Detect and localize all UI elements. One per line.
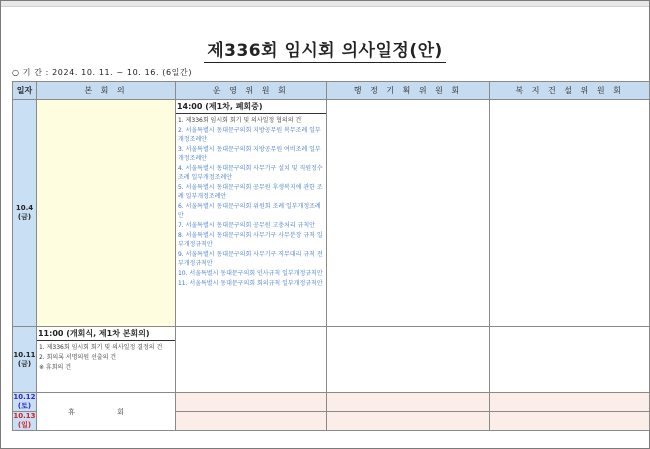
header-plenary: 본 회 의 xyxy=(36,82,175,100)
header-welfare-construction: 복 지 건 설 위 원 회 xyxy=(490,82,650,100)
agenda-item: 2. 서울특별시 동대문구의회 지방공무원 복무조례 일부개정조례안 xyxy=(177,127,321,143)
session-head: 14:00 (제1차, 폐회중) xyxy=(176,100,326,114)
agenda-item: 10. 서울특별시 동대문구의회 인사규칙 일부개정규칙안 xyxy=(177,270,323,277)
header-operations: 운 영 위 원 회 xyxy=(175,82,326,100)
date-text: 10.11 (금) xyxy=(13,350,36,368)
operations-cell xyxy=(175,327,326,393)
agenda-item: 8. 서울특별시 동대문구의회 사무기구 사무분장 규칙 일부개정규칙안 xyxy=(177,232,323,248)
date-text: 10.13 (일) xyxy=(13,412,36,429)
agenda-item: 11. 서울특별시 동대문구의회 회의규칙 일부개정규칙안 xyxy=(177,280,323,287)
welfare-construction-cell xyxy=(490,412,650,431)
table-row-oct4 xyxy=(13,100,650,327)
agenda-item: 1. 제336회 임시회 회기 및 의사일정 협의의 건 xyxy=(177,117,302,124)
agenda-item: 6. 서울특별시 동대문구의회 위원회 조례 일부개정조례안 xyxy=(177,203,321,219)
agenda-item: 2. 회의록 서명의원 선출의 건 xyxy=(38,354,117,361)
operations-cell xyxy=(175,393,326,412)
agenda-item: 4. 서울특별시 동대문구의회 사무기구 설치 및 직원정수 조례 일부개정조례안 xyxy=(177,165,323,181)
admin-planning-cell xyxy=(326,393,490,412)
agenda-item: 1. 제336회 임시회 회기 및 의사일정 결정의 건 xyxy=(38,344,163,351)
agenda-item: 3. 서울특별시 동대문구의회 지방공무원 여비조례 일부개정조례안 xyxy=(177,146,321,162)
page-title-text: 제336회 임시회 의사일정(안) xyxy=(204,41,446,63)
date-cell xyxy=(13,327,37,393)
agenda-item: 9. 서울특별시 동대문구의회 사무기구 직무대리 규칙 전부개정규칙안 xyxy=(177,251,323,267)
plenary-cell xyxy=(36,327,175,393)
admin-planning-cell xyxy=(326,100,490,327)
operations-cell xyxy=(175,100,326,327)
table-row-oct11 xyxy=(13,327,650,393)
welfare-construction-cell xyxy=(490,393,650,412)
session-head: 11:00 (개회식, 제1차 본회의) xyxy=(37,327,175,341)
date-text: 10.12 (토) xyxy=(13,393,36,410)
welfare-construction-cell xyxy=(490,100,650,327)
agenda-item: ※ 휴회의 건 xyxy=(38,364,72,371)
agenda-list xyxy=(176,116,326,288)
agenda-list xyxy=(37,343,175,372)
date-text: 10.4 (금) xyxy=(15,204,34,221)
header-row xyxy=(13,82,650,100)
welfare-construction-cell xyxy=(490,327,650,393)
date-cell xyxy=(13,100,37,327)
recess-cell xyxy=(36,393,175,431)
period-line: ○ 기 간 : 2024. 10. 11. ~ 10. 16. (6일간) xyxy=(12,68,193,77)
header-admin-planning: 행 정 기 획 위 원 회 xyxy=(326,82,490,100)
date-cell xyxy=(13,393,37,412)
admin-planning-cell xyxy=(326,412,490,431)
header-date: 일자 xyxy=(13,82,37,100)
plenary-cell xyxy=(36,100,175,327)
date-cell xyxy=(13,412,37,431)
operations-cell xyxy=(175,412,326,431)
agenda-item: 7. 서울특별시 동대문구의회 공무원 고충처리 규칙안 xyxy=(177,222,315,229)
recess-text: 휴 회 xyxy=(68,407,144,416)
page-title xyxy=(0,36,650,61)
admin-planning-cell xyxy=(326,327,490,393)
agenda-item: 5. 서울특별시 동대문구의회 공무원 후생복지에 관한 조례 일부개정조례안 xyxy=(177,184,323,200)
schedule-table xyxy=(12,81,650,431)
table-row-oct12 xyxy=(13,393,650,412)
